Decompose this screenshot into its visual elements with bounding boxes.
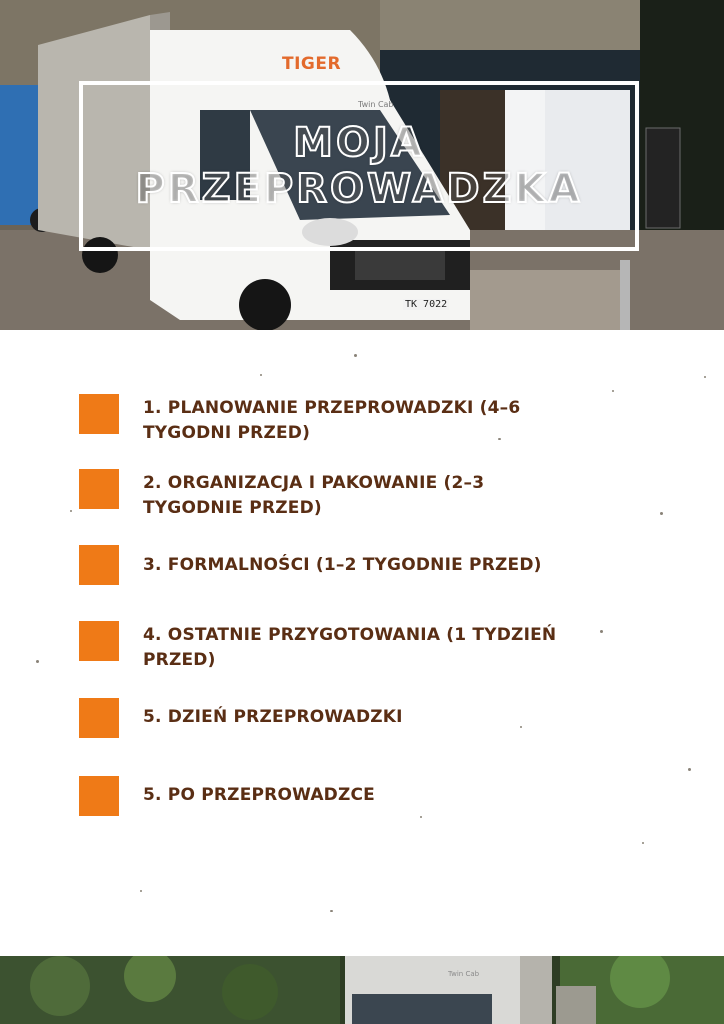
step-item-1 [79,394,679,443]
step-label: 2. ORGANIZACJA I PAKOWANIE (2–3 TYGODNIE PRZED) [143,473,485,518]
step-bullet [79,621,119,661]
paper-speck [140,890,142,892]
paper-speck [660,512,663,515]
paper-speck [260,374,262,376]
van-brand-text: TIGER [282,54,342,74]
step-item-3 [79,545,679,587]
page-title-line1: MOJA [293,120,425,166]
paper-speck [354,354,357,357]
step-bullet [79,776,119,816]
step-bullet [79,698,119,738]
step-bullet [79,394,119,434]
van-forest-photo [0,956,724,1024]
step-bullet [79,469,119,509]
paper-speck [70,510,72,512]
step-bullet [79,545,119,585]
step-label: 3. FORMALNOŚCI (1–2 TYGODNIE PRZED) [143,555,542,575]
step-label: 1. PLANOWANIE PRZEPROWADZKI (4–6 TYGODNI PRZED) [143,398,521,443]
page-title-line2: PRZEPROWADZKA [135,166,583,212]
step-label: 5. PO PRZEPROWADZCE [143,785,375,805]
license-plate: TK 7022 [405,299,448,310]
van-cab-text: Twin Cab [358,100,394,109]
paper-speck [704,376,706,378]
steps-section [0,330,724,956]
step-item-6 [79,776,679,818]
title-frame [79,81,639,251]
step-label: 5. DZIEŃ PRZEPROWADZKI [143,707,403,727]
paper-speck [612,390,614,392]
step-item-5 [79,698,679,740]
paper-speck [36,660,39,663]
step-item-4 [79,621,679,670]
step-label: 4. OSTATNIE PRZYGOTOWANIA (1 TYDZIEŃ PRZED) [143,625,557,670]
paper-speck [688,768,691,771]
step-item-2 [79,469,679,518]
paper-speck [642,842,644,844]
hero-photo [0,0,724,330]
footer-photo [0,956,724,1024]
van-cab-text-bottom: Twin Cab [448,970,480,978]
paper-speck [330,910,333,912]
